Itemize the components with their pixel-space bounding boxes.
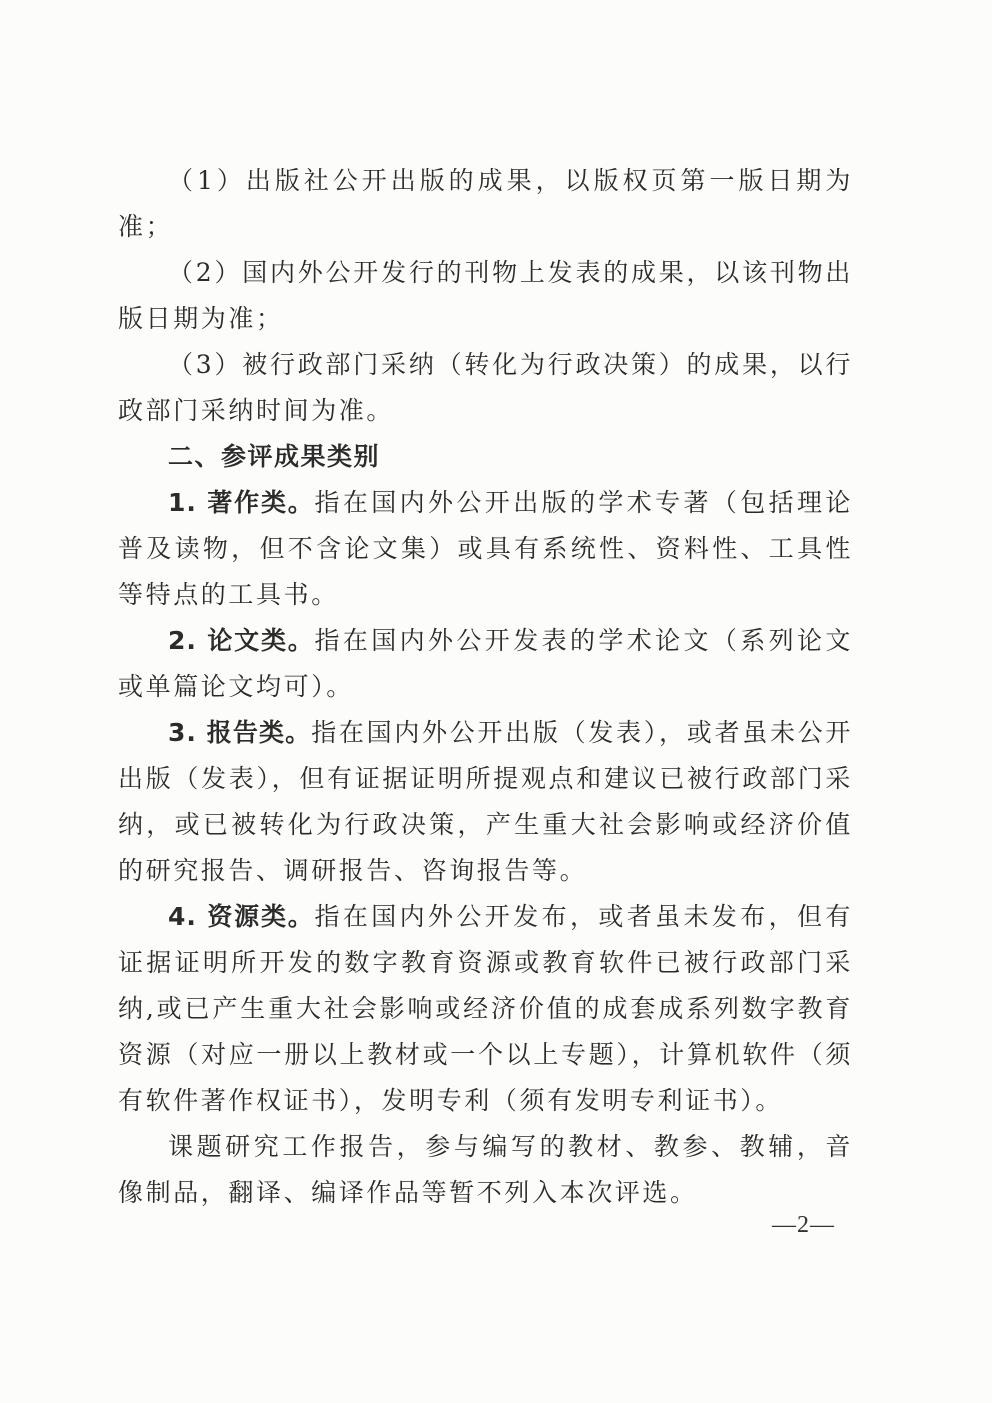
paragraph-text: （2）国内外公开发行的刊物上发表的成果，以该刊物出版日期为准；	[118, 258, 853, 333]
paragraph-text: 指在国内外公开出版的学术专著（包括理论普及读物，但不含论文集）或具有系统性、资料性、工具性等特点的工具书。	[118, 488, 853, 609]
paragraph-text: 指在国内外公开发布，或者虽未发布，但有证据证明所开发的数字教育资源或教育软件已被行政部门采纳,或已产生重大社会影响或经济价值的成套成系列数字教育资源（对应一册以上教材或一个以上专题），计算机软件（须有软件著作权证书），发明专利（须有发明专利证书）。	[118, 902, 853, 1115]
paragraph-journal-date	[118, 250, 853, 342]
paragraph-text: 指在国内外公开发表的学术论文（系列论文或单篇论文均可）。	[118, 626, 853, 701]
paragraph-text: （3）被行政部门采纳（转化为行政决策）的成果，以行政部门采纳时间为准。	[118, 350, 853, 425]
paragraph-publish-date	[118, 158, 853, 250]
paragraph-paper	[118, 618, 853, 710]
page-number: —2—	[772, 1212, 835, 1238]
paragraph-text: 课题研究工作报告，参与编写的教材、教参、教辅，音像制品，翻译、编译作品等暂不列入本次评选。	[118, 1132, 853, 1207]
paragraph-text: （1）出版社公开出版的成果，以版权页第一版日期为准；	[118, 166, 853, 241]
paragraph-resource	[118, 894, 853, 1124]
section-heading-text: 二、参评成果类别	[168, 442, 381, 471]
section-heading	[118, 434, 853, 480]
paragraph-lead: 1. 著作类。	[168, 488, 315, 517]
paragraph-lead: 2. 论文类。	[168, 626, 315, 655]
document-body	[118, 158, 853, 1216]
paragraph-lead: 4. 资源类。	[168, 902, 315, 931]
paragraph-exclusions	[118, 1124, 853, 1216]
paragraph-report	[118, 710, 853, 894]
paragraph-lead: 3. 报告类。	[168, 718, 312, 747]
paragraph-adoption-date	[118, 342, 853, 434]
paragraph-text: 指在国内外公开出版（发表），或者虽未公开出版（发表），但有证据证明所提观点和建议已被行政部门采纳，或已被转化为行政决策，产生重大社会影响或经济价值的研究报告、调研报告、咨询报告等。	[118, 718, 853, 885]
paragraph-monograph	[118, 480, 853, 618]
